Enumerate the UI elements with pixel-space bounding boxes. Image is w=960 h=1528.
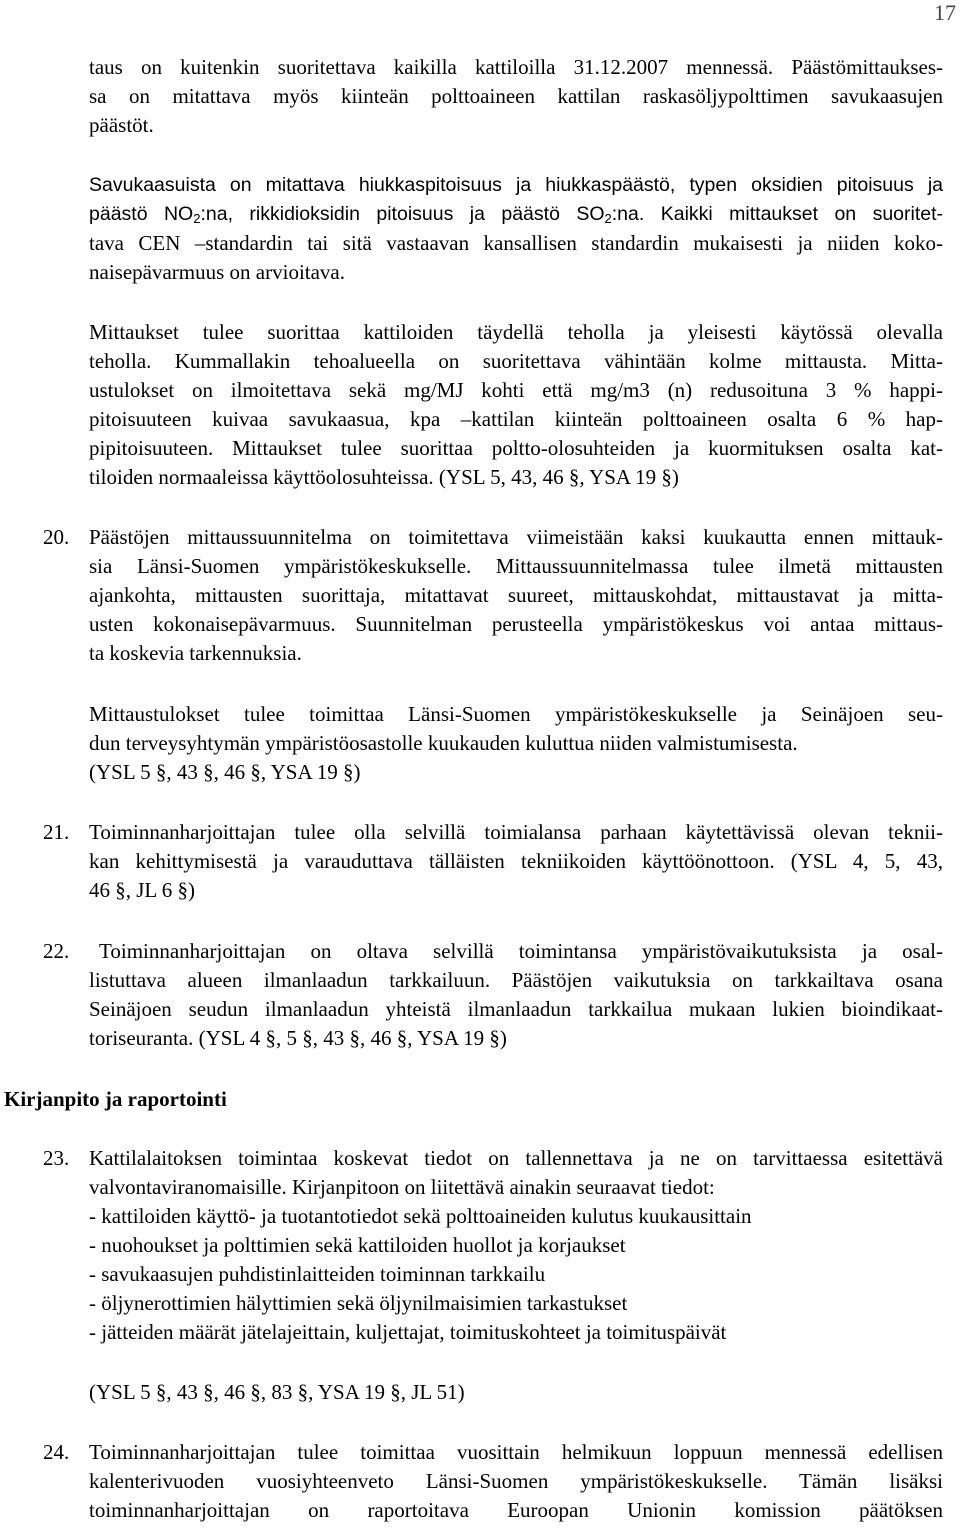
text-line: pipitoisuuteen. Mittaukset tulee suorittaa poltto-olosuhteiden ja kuormituksen osalta kat- xyxy=(89,436,943,460)
text-line: ajankohta, mittausten suorittaja, mitattavat suureet, mittauskohdat, mittaustavat ja mitta- xyxy=(89,583,943,607)
text-line: ustulokset on ilmoitettava sekä mg/MJ kohti että mg/m3 (n) redusoituna 3 % happi- xyxy=(89,378,943,402)
text-line: päästöt. xyxy=(89,113,154,137)
text-line: teholla. Kummallakin tehoalueella on suoritettava vähintään kolme mittausta. Mitta- xyxy=(89,349,943,373)
text-line: sa on mitattava myös kiinteän polttoaineen kattilan raskasöljypolttimen savukaasujen xyxy=(89,84,943,108)
text-line: Mittaustulokset tulee toimittaa Länsi-Suomen ympäristökeskukselle ja Seinäjoen seu- xyxy=(89,702,943,726)
text-line: päästö $NO_2:na$, rikkidioksidin pitoisuus ja päästö $SO_2:na$. Kaikki mittaukset on suoritet- xyxy=(89,203,944,226)
text-line: kan kehittymisestä ja varauduttava tälläisten tekniikoiden käyttöönottoon. (YSL 4, 5, 43, xyxy=(89,849,943,873)
text-line: sia Länsi-Suomen ympäristökeskukselle. Mittaussuunnitelmassa tulee ilmetä mittausten xyxy=(89,554,943,578)
text-line: Päästöjen mittaussuunnitelma on toimitettava viimeistään kaksi kuukautta ennen mittauk- xyxy=(89,525,943,549)
text-line: (YSL 5 §, 43 §, 46 §, 83 §, YSA 19 §, JL 51) xyxy=(89,1380,465,1404)
text-line: naisepävarmuus on arvioitava. xyxy=(89,260,345,284)
text-line: Toiminnanharjoittajan tulee olla selvillä toimialansa parhaan käytettävissä olevan teknii- xyxy=(89,820,943,844)
item-number: 24. xyxy=(43,1440,70,1464)
text-line: ta koskevia tarkennuksia. xyxy=(89,641,302,665)
text-line: Mittaukset tulee suorittaa kattiloiden täydellä teholla ja yleisesti käytössä olevalla xyxy=(89,320,943,344)
item-number: 23. xyxy=(43,1146,70,1170)
list-item: - jätteiden määrät jätelajeittain, kuljettajat, toimituskohteet ja toimituspäivät xyxy=(89,1320,727,1344)
text-line: tava CEN –standardin tai sitä vastaavan kansallisen standardin mukaisesti ja niiden koko- xyxy=(89,231,943,255)
text-line: tiloiden normaaleissa käyttöolosuhteissa. (YSL 5, 43, 46 §, YSA 19 §) xyxy=(89,465,679,489)
text-line: dun terveysyhtymän ympäristöosastolle kuukauden kuluttua niiden valmistumisesta. xyxy=(89,731,798,755)
text-line: valvontaviranomaisille. Kirjanpitoon on liitettävä ainakin seuraavat tiedot: xyxy=(89,1175,715,1199)
text-line: Savukaasuista on mitattava hiukkaspitoisuus ja hiukkaspäästö, typen oksidien pitoisuus ja xyxy=(89,174,943,196)
item-number: 20. xyxy=(43,525,70,549)
section-heading: Kirjanpito ja raportointi xyxy=(4,1087,227,1111)
text-line: Seinäjoen seudun ilmanlaadun yhteistä ilmanlaadun tarkkailua mukaan lukien bioindikaat- xyxy=(89,997,943,1021)
text-line: Kattilalaitoksen toimintaa koskevat tiedot on tallennettava ja ne on tarvittaessa esitettävä xyxy=(89,1146,943,1170)
text-line: Toiminnanharjoittajan tulee toimittaa vuosittain helmikuun loppuun mennessä edellisen xyxy=(89,1440,943,1464)
item-number: 21. xyxy=(43,820,70,844)
list-item: - kattiloiden käyttö- ja tuotantotiedot sekä polttoaineiden kulutus kuukausittain xyxy=(89,1204,752,1228)
text-line: Toiminnanharjoittajan on oltava selvillä toimintansa ympäristövaikutuksista ja osal- xyxy=(99,939,943,963)
list-item: - öljynerottimien hälyttimien sekä öljynilmaisimien tarkastukset xyxy=(89,1291,628,1315)
page-number: 17 xyxy=(934,0,956,25)
text-line: kalenterivuoden vuosiyhteenveto Länsi-Suomen ympäristökeskukselle. Tämän lisäksi xyxy=(89,1469,943,1493)
text-line: toiminnanharjoittajan on raportoitava Euroopan Unionin komission päätöksen xyxy=(89,1498,943,1522)
text-line: listuttava alueen ilmanlaadun tarkkailuun. Päästöjen vaikutuksia on tarkkailtava osana xyxy=(89,968,943,992)
text-line: 46 §, JL 6 §) xyxy=(89,878,195,902)
item-number: 22. xyxy=(43,939,70,963)
text-line: usten kokonaisepävarmuus. Suunnitelman perusteella ympäristökeskus voi antaa mittaus- xyxy=(89,612,943,636)
text-line: (YSL 5 §, 43 §, 46 §, YSA 19 §) xyxy=(89,760,361,784)
list-item: - savukaasujen puhdistinlaitteiden toiminnan tarkkailu xyxy=(89,1262,546,1286)
text-line: toriseuranta. (YSL 4 §, 5 §, 43 §, 46 §, YSA 19 §) xyxy=(89,1026,507,1050)
list-item: - nuohoukset ja polttimien sekä kattiloiden huollot ja korjaukset xyxy=(89,1233,626,1257)
text-line: taus on kuitenkin suoritettava kaikilla kattiloilla 31.12.2007 mennessä. Päästömittaukses- xyxy=(89,55,943,79)
text-line: pitoisuuteen kuivaa savukaasua, kpa –kattilan kiinteän polttoaineen osalta 6 % hap- xyxy=(89,407,943,431)
